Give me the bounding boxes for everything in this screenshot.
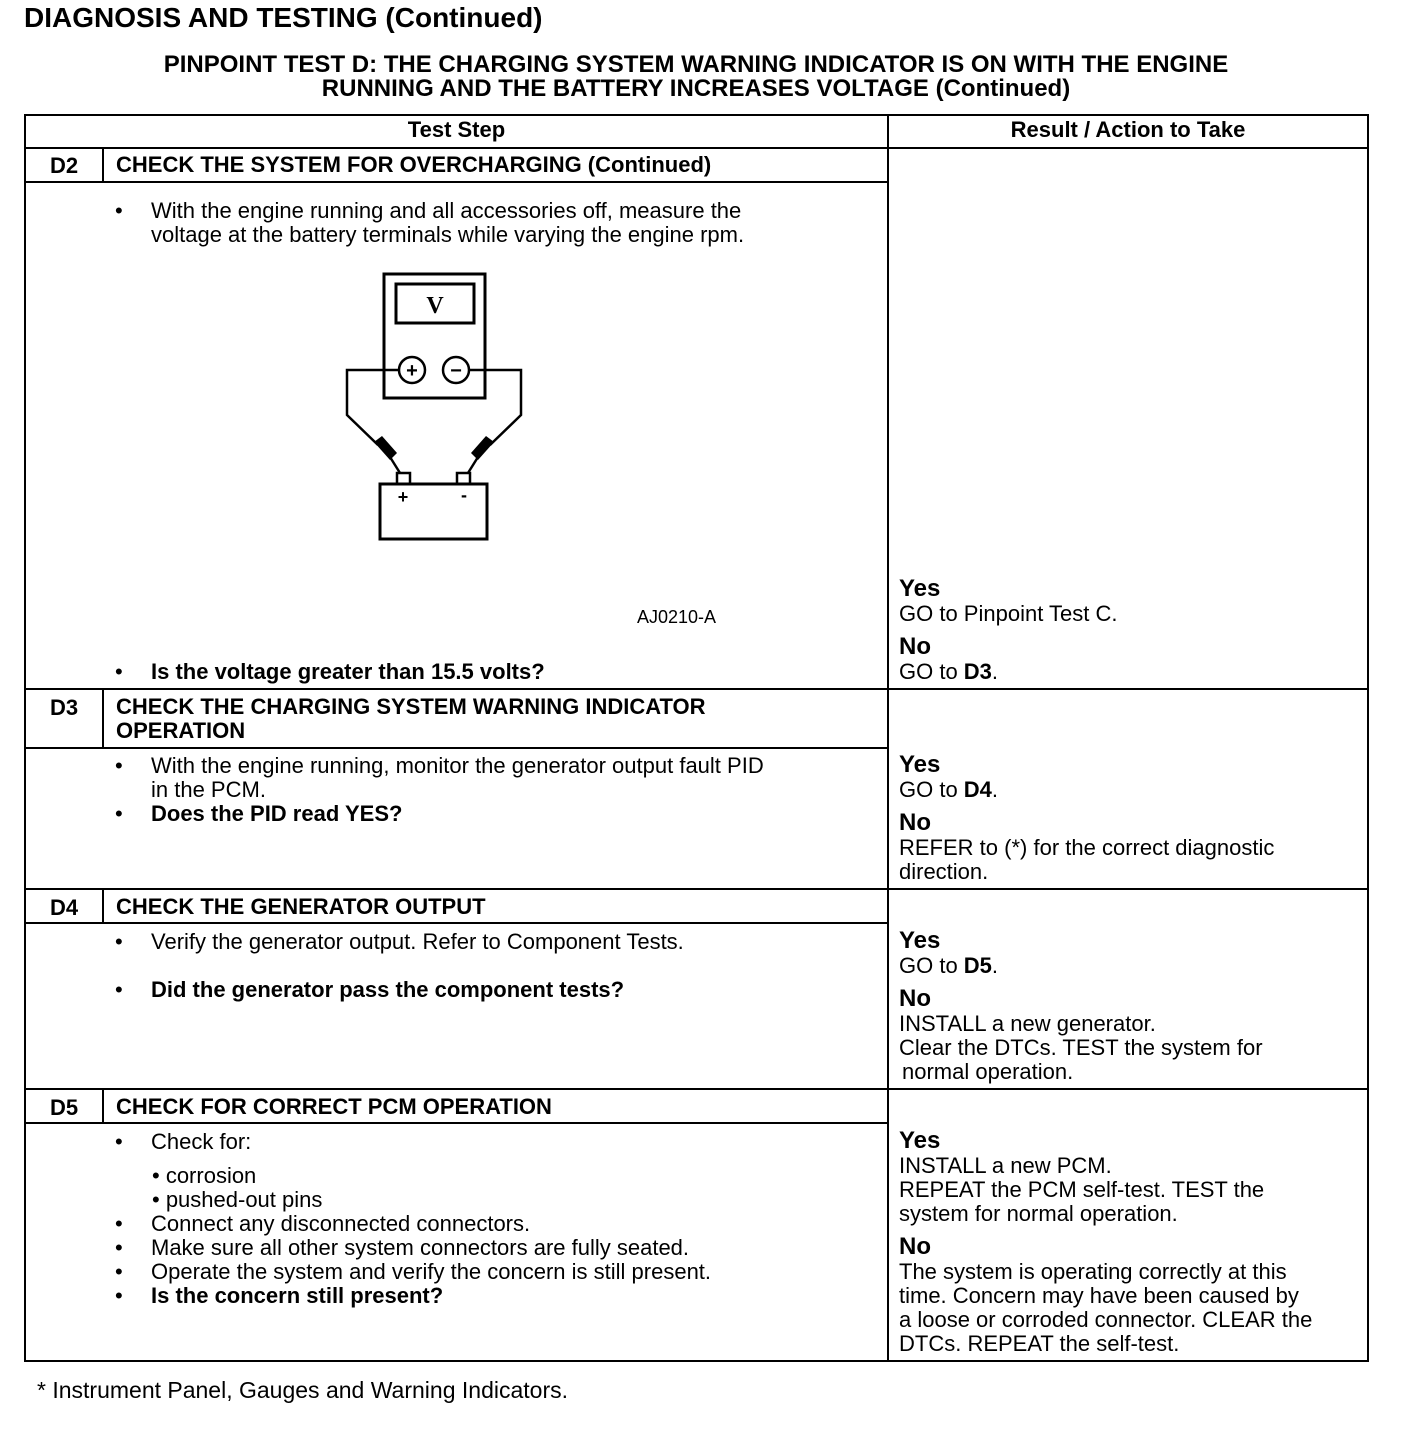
column-header-result: Result / Action to Take	[1010, 117, 1246, 142]
bullet: •	[115, 753, 123, 778]
figure-id: AJ0210-A	[637, 607, 717, 627]
bullet: •	[115, 1211, 123, 1236]
d5-no-line2: time. Concern may have been caused by	[899, 1283, 1299, 1308]
bullet: •	[115, 1129, 123, 1154]
voltmeter-label: V	[426, 293, 444, 319]
bullet: •	[115, 977, 123, 1002]
d5-step4: Operate the system and verify the concern is still present.	[151, 1259, 712, 1284]
d5-no-line3: a loose or corroded connector. CLEAR the	[899, 1307, 1313, 1332]
battery-negative-post	[457, 473, 470, 484]
d5-step1: Check for:	[151, 1129, 252, 1154]
d2-yes-label: Yes	[899, 575, 941, 602]
step-id-d5: D5	[49, 1095, 79, 1120]
d3-yes-action: GO to D4.	[899, 777, 999, 802]
d3-no-action-line2: direction.	[899, 859, 989, 884]
d5-question: Is the concern still present?	[151, 1283, 444, 1308]
step-title-d4: CHECK THE GENERATOR OUTPUT	[116, 894, 486, 919]
d5-no-label: No	[899, 1233, 931, 1260]
svg-text:+: +	[397, 487, 409, 507]
d5-step3: Make sure all other system connectors are fully seated.	[151, 1235, 690, 1260]
d5-no-line1: The system is operating correctly at this	[899, 1259, 1287, 1284]
d3-yes-label: Yes	[899, 751, 941, 778]
step-title-d5: CHECK FOR CORRECT PCM OPERATION	[116, 1094, 552, 1119]
d4-no-line1: INSTALL a new generator.	[899, 1011, 1156, 1036]
battery-positive-post	[397, 473, 410, 484]
svg-text:+: +	[406, 360, 418, 382]
d4-question: Did the generator pass the component tests?	[151, 977, 625, 1002]
step-id-d3: D3	[49, 695, 79, 720]
d2-no-action: GO to D3.	[899, 659, 999, 684]
d3-step1-line1: With the engine running, monitor the generator output fault PID	[151, 753, 764, 778]
d4-no-line3: normal operation.	[902, 1059, 1074, 1084]
d5-yes-label: Yes	[899, 1127, 941, 1154]
bullet: •	[115, 198, 123, 223]
step-title-d2: CHECK THE SYSTEM FOR OVERCHARGING (Continued)	[116, 152, 712, 177]
bullet: •	[115, 929, 123, 954]
d5-yes-line3: system for normal operation.	[899, 1201, 1178, 1226]
d5-step2: Connect any disconnected connectors.	[151, 1211, 531, 1236]
bullet: •	[115, 801, 123, 826]
pinpoint-title-line1: PINPOINT TEST D: THE CHARGING SYSTEM WARNING INDICATOR IS ON WITH THE ENGINE	[163, 51, 1229, 78]
battery-body	[380, 484, 487, 539]
pinpoint-title-line2: RUNNING AND THE BATTERY INCREASES VOLTAGE (Continued)	[321, 75, 1071, 102]
d5-yes-line2: REPEAT the PCM self-test. TEST the	[899, 1177, 1265, 1202]
positive-clip	[374, 436, 397, 460]
d4-no-line2: Clear the DTCs. TEST the system for	[899, 1035, 1263, 1060]
negative-clip	[471, 436, 494, 460]
step-id-d4: D4	[49, 895, 79, 920]
d3-step1-line2: in the PCM.	[151, 777, 266, 802]
positive-lead	[347, 370, 399, 445]
footnote: * Instrument Panel, Gauges and Warning Indicators.	[37, 1377, 568, 1403]
step-title-d3-line1: CHECK THE CHARGING SYSTEM WARNING INDICATOR	[116, 694, 706, 719]
d5-sub2: • pushed-out pins	[152, 1187, 323, 1212]
negative-lead	[469, 370, 521, 445]
d2-step1-line2: voltage at the battery terminals while varying the engine rpm.	[151, 222, 745, 247]
svg-text:−: −	[450, 360, 462, 382]
d5-sub1: • corrosion	[152, 1163, 257, 1188]
step-title-d3-line2: OPERATION	[116, 718, 246, 743]
d2-no-label: No	[899, 633, 931, 660]
d4-no-label: No	[899, 985, 931, 1012]
d5-no-line4: DTCs. REPEAT the self-test.	[899, 1331, 1180, 1356]
bullet: •	[115, 1259, 123, 1284]
d3-no-action-line1: REFER to (*) for the correct diagnostic	[899, 835, 1275, 860]
bullet: •	[115, 1283, 123, 1308]
d2-step1-line1: With the engine running and all accessories off, measure the	[151, 198, 742, 223]
d3-no-label: No	[899, 809, 931, 836]
svg-text:-: -	[461, 485, 467, 505]
step-id-d2: D2	[49, 153, 79, 178]
bullet: •	[115, 659, 123, 684]
d4-yes-action: GO to D5.	[899, 953, 999, 978]
d4-step1: Verify the generator output. Refer to Component Tests.	[151, 929, 684, 954]
d4-yes-label: Yes	[899, 927, 941, 954]
d3-question: Does the PID read YES?	[151, 801, 403, 826]
d5-yes-line1: INSTALL a new PCM.	[899, 1153, 1112, 1178]
column-header-test-step: Test Step	[407, 117, 506, 142]
d2-question: Is the voltage greater than 15.5 volts?	[151, 659, 545, 684]
voltmeter-battery-diagram	[330, 265, 540, 555]
d2-yes-action: GO to Pinpoint Test C.	[899, 601, 1118, 626]
bullet: •	[115, 1235, 123, 1260]
page-title: DIAGNOSIS AND TESTING (Continued)	[24, 2, 543, 33]
